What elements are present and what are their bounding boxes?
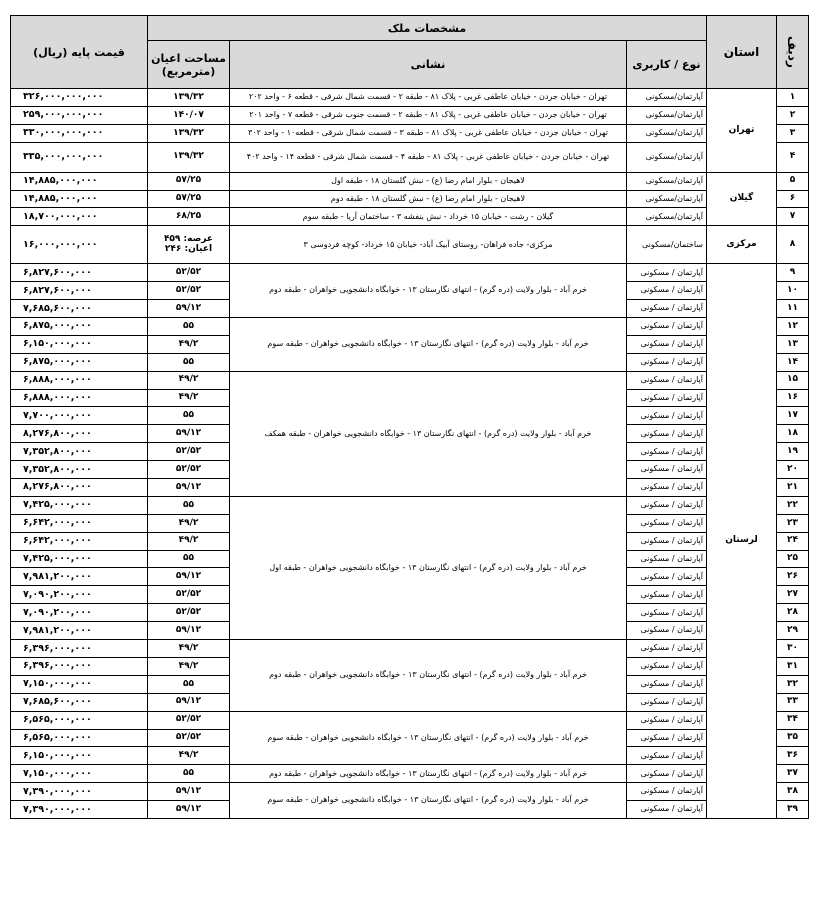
table-row (11, 318, 809, 336)
table-row (11, 226, 809, 264)
price-cell: ۶,۳۹۶,۰۰۰,۰۰۰ (11, 657, 148, 675)
area-cell (148, 226, 230, 264)
area-cell: ۴۹/۲ (148, 371, 230, 389)
area-cell: ۵۵ (148, 496, 230, 514)
property-table (10, 15, 809, 819)
row-number: ۱۳ (777, 335, 809, 353)
header-price (11, 16, 148, 89)
area-cell: ۵۲/۵۲ (148, 264, 230, 282)
area-cell: ۵۲/۵۲ (148, 711, 230, 729)
price-cell: ۷,۳۹۰,۰۰۰,۰۰۰ (11, 801, 148, 819)
row-number: ۳۸ (777, 783, 809, 801)
price-cell: ۶,۶۴۲,۰۰۰,۰۰۰ (11, 532, 148, 550)
area-cell: ۵۲/۵۲ (148, 443, 230, 461)
address-cell: لاهیجان - بلوار امام رضا (ع) - نبش گلستان ۱۸ - طبقه دوم (230, 190, 627, 208)
usage-cell: آپارتمان / مسکونی (627, 461, 707, 479)
table-row (11, 190, 809, 208)
header-area-label: مساحت اعیان (151, 51, 226, 65)
table-row (11, 264, 809, 282)
row-number: ۳۳ (777, 693, 809, 711)
table-row (11, 208, 809, 226)
usage-cell: آپارتمان / مسکونی (627, 318, 707, 336)
usage-cell: آپارتمان / مسکونی (627, 783, 707, 801)
usage-cell: آپارتمان / مسکونی (627, 496, 707, 514)
usage-cell: آپارتمان / مسکونی (627, 443, 707, 461)
row-number: ۱۱ (777, 300, 809, 318)
usage-cell: آپارتمان / مسکونی (627, 711, 707, 729)
price-cell: ۶,۸۷۵,۰۰۰,۰۰۰ (11, 353, 148, 371)
address-cell: مرکزی- جاده فراهان- روستای آبیک آباد- خیابان ۱۵ خرداد- کوچه فردوسی ۳ (230, 226, 627, 264)
row-number: ۲۷ (777, 586, 809, 604)
usage-cell: آپارتمان/مسکونی (627, 124, 707, 142)
price-cell: ۱۶,۰۰۰,۰۰۰,۰۰۰ (11, 226, 148, 264)
table-row (11, 765, 809, 783)
row-number: ۱۶ (777, 389, 809, 407)
area-cell: ۵۵ (148, 318, 230, 336)
usage-cell: آپارتمان/مسکونی (627, 208, 707, 226)
usage-cell: آپارتمان / مسکونی (627, 389, 707, 407)
row-number: ۵ (777, 172, 809, 190)
area-cell: ۱۳۹/۳۲ (148, 89, 230, 107)
usage-cell: آپارتمان / مسکونی (627, 407, 707, 425)
area-cell: ۵۲/۵۲ (148, 586, 230, 604)
header-row-no: ردیف (777, 16, 809, 89)
usage-cell: آپارتمان/مسکونی (627, 172, 707, 190)
row-number: ۲۳ (777, 514, 809, 532)
area-cell: ۵۹/۱۲ (148, 622, 230, 640)
price-cell: ۷,۱۵۰,۰۰۰,۰۰۰ (11, 675, 148, 693)
price-cell: ۷,۴۲۵,۰۰۰,۰۰۰ (11, 496, 148, 514)
table-row (11, 89, 809, 107)
row-number: ۳۲ (777, 675, 809, 693)
area-cell: ۴۹/۲ (148, 532, 230, 550)
usage-cell: آپارتمان / مسکونی (627, 300, 707, 318)
row-number: ۳۰ (777, 640, 809, 658)
price-cell: ۱۴,۸۸۵,۰۰۰,۰۰۰ (11, 190, 148, 208)
price-cell: ۶,۸۸۸,۰۰۰,۰۰۰ (11, 389, 148, 407)
price-cell: ۷,۳۵۲,۸۰۰,۰۰۰ (11, 461, 148, 479)
table-row (11, 142, 809, 172)
price-cell: ۶,۱۵۰,۰۰۰,۰۰۰ (11, 747, 148, 765)
price-cell: ۶,۱۵۰,۰۰۰,۰۰۰ (11, 335, 148, 353)
price-cell: ۳۳۰,۰۰۰,۰۰۰,۰۰۰ (11, 124, 148, 142)
usage-cell: آپارتمان/مسکونی (627, 89, 707, 107)
price-cell: ۶,۵۶۵,۰۰۰,۰۰۰ (11, 729, 148, 747)
usage-cell: آپارتمان / مسکونی (627, 801, 707, 819)
row-number: ۲۴ (777, 532, 809, 550)
area-cell: ۴۹/۲ (148, 640, 230, 658)
address-cell: تهران - خیابان جردن - خیابان عاطفی غربی - پلاک ۸۱ - طبقه ۳ - قسمت شمال شرقی - قطعه۱۰ - واحد ۳۰۲ (230, 124, 627, 142)
usage-cell: آپارتمان / مسکونی (627, 425, 707, 443)
row-number: ۲۶ (777, 568, 809, 586)
area-cell: ۶۸/۲۵ (148, 208, 230, 226)
price-cell: ۷,۱۵۰,۰۰۰,۰۰۰ (11, 765, 148, 783)
header-area (148, 41, 230, 89)
address-cell: خرم آباد - بلوار ولایت (دره گرم) - انتهای نگارستان ۱۳ - خوابگاه دانشجویی خواهران - طبقه دوم (230, 264, 627, 318)
price-cell: ۷,۰۹۰,۲۰۰,۰۰۰ (11, 604, 148, 622)
area-cell: ۴۹/۲ (148, 747, 230, 765)
province-cell: لرستان (707, 264, 777, 819)
row-number: ۱۵ (777, 371, 809, 389)
price-cell: ۷,۹۸۱,۲۰۰,۰۰۰ (11, 622, 148, 640)
address-cell: خرم آباد - بلوار ولایت (دره گرم) - انتهای نگارستان ۱۳ - خوابگاه دانشجویی خواهران - طبقه دوم (230, 765, 627, 783)
address-cell: خرم آباد - بلوار ولایت (دره گرم) - انتهای نگارستان ۱۳ - خوابگاه دانشجویی خواهران - طبقه اول (230, 496, 627, 639)
header-price-label: قیمت پایه (ریال) (33, 45, 125, 59)
row-number: ۲ (777, 106, 809, 124)
row-number: ۹ (777, 264, 809, 282)
area-cell: ۵۹/۱۲ (148, 425, 230, 443)
table-row (11, 371, 809, 389)
area-cell: ۵۵ (148, 550, 230, 568)
area-cell: ۵۵ (148, 353, 230, 371)
price-cell: ۶,۸۸۸,۰۰۰,۰۰۰ (11, 371, 148, 389)
address-cell: تهران - خیابان جردن - خیابان عاطفی غربی - پلاک ۸۱ - طبقه ۴ - قسمت شمال شرقی - قطعه ۱۴ - واحد ۴۰۲ (230, 142, 627, 172)
table-row (11, 711, 809, 729)
area-cell: ۴۹/۲ (148, 335, 230, 353)
price-cell: ۸,۲۷۶,۸۰۰,۰۰۰ (11, 425, 148, 443)
row-number: ۱۰ (777, 282, 809, 300)
price-cell: ۸,۲۷۶,۸۰۰,۰۰۰ (11, 479, 148, 497)
row-number: ۲۲ (777, 496, 809, 514)
address-cell: خرم آباد - بلوار ولایت (دره گرم) - انتهای نگارستان ۱۳ - خوابگاه دانشجویی خواهران - طبقه دوم (230, 640, 627, 712)
row-number: ۸ (777, 226, 809, 264)
province-cell: تهران (707, 89, 777, 173)
area-cell: ۴۹/۲ (148, 389, 230, 407)
usage-cell: آپارتمان / مسکونی (627, 371, 707, 389)
address-cell: گیلان - رشت - خیابان ۱۵ خرداد - نبش بنفشه ۳ - ساختمان آریا - طبقه سوم (230, 208, 627, 226)
usage-cell: آپارتمان / مسکونی (627, 264, 707, 282)
usage-cell: آپارتمان / مسکونی (627, 282, 707, 300)
province-cell: مرکزی (707, 226, 777, 264)
address-cell: خرم آباد - بلوار ولایت (دره گرم) - انتهای نگارستان ۱۳ - خوابگاه دانشجویی خواهران - طبقه سوم (230, 318, 627, 372)
row-number: ۶ (777, 190, 809, 208)
price-cell: ۶,۵۶۵,۰۰۰,۰۰۰ (11, 711, 148, 729)
row-number: ۱۲ (777, 318, 809, 336)
property-table-wrapper (10, 15, 808, 819)
area-cell: ۵۹/۱۲ (148, 300, 230, 318)
row-number: ۲۹ (777, 622, 809, 640)
usage-cell: آپارتمان/مسکونی (627, 106, 707, 124)
area-cell: ۴۹/۲ (148, 657, 230, 675)
area-cell: ۵۷/۲۵ (148, 172, 230, 190)
price-cell: ۷,۴۲۵,۰۰۰,۰۰۰ (11, 550, 148, 568)
price-cell: ۲۵۹,۰۰۰,۰۰۰,۰۰۰ (11, 106, 148, 124)
usage-cell: آپارتمان / مسکونی (627, 335, 707, 353)
price-cell: ۳۳۵,۰۰۰,۰۰۰,۰۰۰ (11, 142, 148, 172)
area-cell: ۵۹/۱۲ (148, 479, 230, 497)
usage-cell: آپارتمان / مسکونی (627, 479, 707, 497)
price-cell: ۶,۸۷۵,۰۰۰,۰۰۰ (11, 318, 148, 336)
table-row (11, 124, 809, 142)
table-row (11, 640, 809, 658)
area-cell: ۵۵ (148, 765, 230, 783)
province-cell: گیلان (707, 172, 777, 226)
table-row (11, 496, 809, 514)
area-cell: ۵۵ (148, 407, 230, 425)
address-cell: خرم آباد - بلوار ولایت (دره گرم) - انتهای نگارستان ۱۳ - خوابگاه دانشجویی خواهران - طبقه همکف (230, 371, 627, 496)
area-cell: ۵۵ (148, 675, 230, 693)
usage-cell: آپارتمان / مسکونی (627, 675, 707, 693)
area-cell: ۵۹/۱۲ (148, 693, 230, 711)
row-number: ۱۸ (777, 425, 809, 443)
header-area-unit: (مترمربع) (161, 64, 216, 78)
row-number: ۳۵ (777, 729, 809, 747)
usage-cell: آپارتمان / مسکونی (627, 532, 707, 550)
price-cell: ۷,۰۹۰,۲۰۰,۰۰۰ (11, 586, 148, 604)
usage-cell: ساختمان/مسکونی (627, 226, 707, 264)
usage-cell: آپارتمان / مسکونی (627, 765, 707, 783)
usage-cell: آپارتمان / مسکونی (627, 568, 707, 586)
usage-cell: آپارتمان / مسکونی (627, 640, 707, 658)
usage-cell: آپارتمان / مسکونی (627, 586, 707, 604)
table-row (11, 783, 809, 801)
price-cell: ۱۸,۷۰۰,۰۰۰,۰۰۰ (11, 208, 148, 226)
row-number: ۲۰ (777, 461, 809, 479)
area-cell: ۵۹/۱۲ (148, 783, 230, 801)
header-province: استان (707, 16, 777, 89)
area-cell: ۵۲/۵۲ (148, 461, 230, 479)
header-usage: نوع / کاربری (627, 41, 707, 89)
row-number: ۳۶ (777, 747, 809, 765)
area-cell: ۱۳۹/۳۲ (148, 142, 230, 172)
table-row (11, 172, 809, 190)
land-area: عرصه: ۴۵۹ (163, 234, 214, 245)
usage-cell: آپارتمان / مسکونی (627, 622, 707, 640)
usage-cell: آپارتمان / مسکونی (627, 657, 707, 675)
usage-cell: آپارتمان/مسکونی (627, 190, 707, 208)
address-cell: تهران - خیابان جردن - خیابان عاطفی غربی - پلاک ۸۱ - طبقه ۲ - قسمت شمال شرقی - قطعه ۶ - واحد ۲۰۲ (230, 89, 627, 107)
row-number: ۲۱ (777, 479, 809, 497)
area-cell: ۱۳۹/۳۲ (148, 124, 230, 142)
row-number: ۳۷ (777, 765, 809, 783)
price-cell: ۱۴,۸۸۵,۰۰۰,۰۰۰ (11, 172, 148, 190)
area-cell: ۱۴۰/۰۷ (148, 106, 230, 124)
table-row (11, 106, 809, 124)
price-cell: ۷,۳۵۲,۸۰۰,۰۰۰ (11, 443, 148, 461)
usage-cell: آپارتمان / مسکونی (627, 693, 707, 711)
usage-cell: آپارتمان / مسکونی (627, 353, 707, 371)
price-cell: ۳۲۶,۰۰۰,۰۰۰,۰۰۰ (11, 89, 148, 107)
usage-cell: آپارتمان / مسکونی (627, 729, 707, 747)
area-cell: ۵۲/۵۲ (148, 604, 230, 622)
address-cell: خرم آباد - بلوار ولایت (دره گرم) - انتهای نگارستان ۱۳ - خوابگاه دانشجویی خواهران - طبقه سوم (230, 783, 627, 819)
header-specs: مشخصات ملک (148, 16, 707, 41)
area-cell: ۵۹/۱۲ (148, 568, 230, 586)
price-cell: ۷,۹۸۱,۲۰۰,۰۰۰ (11, 568, 148, 586)
price-cell: ۷,۷۰۰,۰۰۰,۰۰۰ (11, 407, 148, 425)
usage-cell: آپارتمان / مسکونی (627, 514, 707, 532)
price-cell: ۶,۸۲۷,۶۰۰,۰۰۰ (11, 282, 148, 300)
price-cell: ۶,۶۴۲,۰۰۰,۰۰۰ (11, 514, 148, 532)
row-number: ۱ (777, 89, 809, 107)
price-cell: ۶,۳۹۶,۰۰۰,۰۰۰ (11, 640, 148, 658)
row-number: ۱۴ (777, 353, 809, 371)
usage-cell: آپارتمان / مسکونی (627, 550, 707, 568)
address-cell: تهران - خیابان جردن - خیابان عاطفی غربی - پلاک ۸۱ - طبقه ۲ - قسمت جنوب شرقی - قطعه ۷ - واحد ۲۰۱ (230, 106, 627, 124)
area-cell: ۵۲/۵۲ (148, 282, 230, 300)
row-number: ۳۴ (777, 711, 809, 729)
usage-cell: آپارتمان / مسکونی (627, 604, 707, 622)
price-cell: ۷,۶۸۵,۶۰۰,۰۰۰ (11, 693, 148, 711)
row-number: ۷ (777, 208, 809, 226)
price-cell: ۷,۳۹۰,۰۰۰,۰۰۰ (11, 783, 148, 801)
row-number: ۳ (777, 124, 809, 142)
area-cell: ۵۷/۲۵ (148, 190, 230, 208)
address-cell: خرم آباد - بلوار ولایت (دره گرم) - انتهای نگارستان ۱۳ - خوابگاه دانشجویی خواهران - طبقه سوم (230, 711, 627, 765)
row-number: ۱۷ (777, 407, 809, 425)
building-area: اعیان: ۲۴۶ (164, 243, 213, 254)
usage-cell: آپارتمان / مسکونی (627, 747, 707, 765)
price-cell: ۶,۸۲۷,۶۰۰,۰۰۰ (11, 264, 148, 282)
row-number: ۲۸ (777, 604, 809, 622)
price-cell: ۷,۶۸۵,۶۰۰,۰۰۰ (11, 300, 148, 318)
header-address: نشانی (230, 41, 627, 89)
address-cell: لاهیجان - بلوار امام رضا (ع) - نبش گلستان ۱۸ - طبقه اول (230, 172, 627, 190)
row-number: ۴ (777, 142, 809, 172)
row-number: ۳۱ (777, 657, 809, 675)
usage-cell: آپارتمان/مسکونی (627, 142, 707, 172)
row-number: ۱۹ (777, 443, 809, 461)
area-cell: ۵۲/۵۲ (148, 729, 230, 747)
area-cell: ۴۹/۲ (148, 514, 230, 532)
area-cell: ۵۹/۱۲ (148, 801, 230, 819)
row-number: ۲۵ (777, 550, 809, 568)
row-number: ۳۹ (777, 801, 809, 819)
